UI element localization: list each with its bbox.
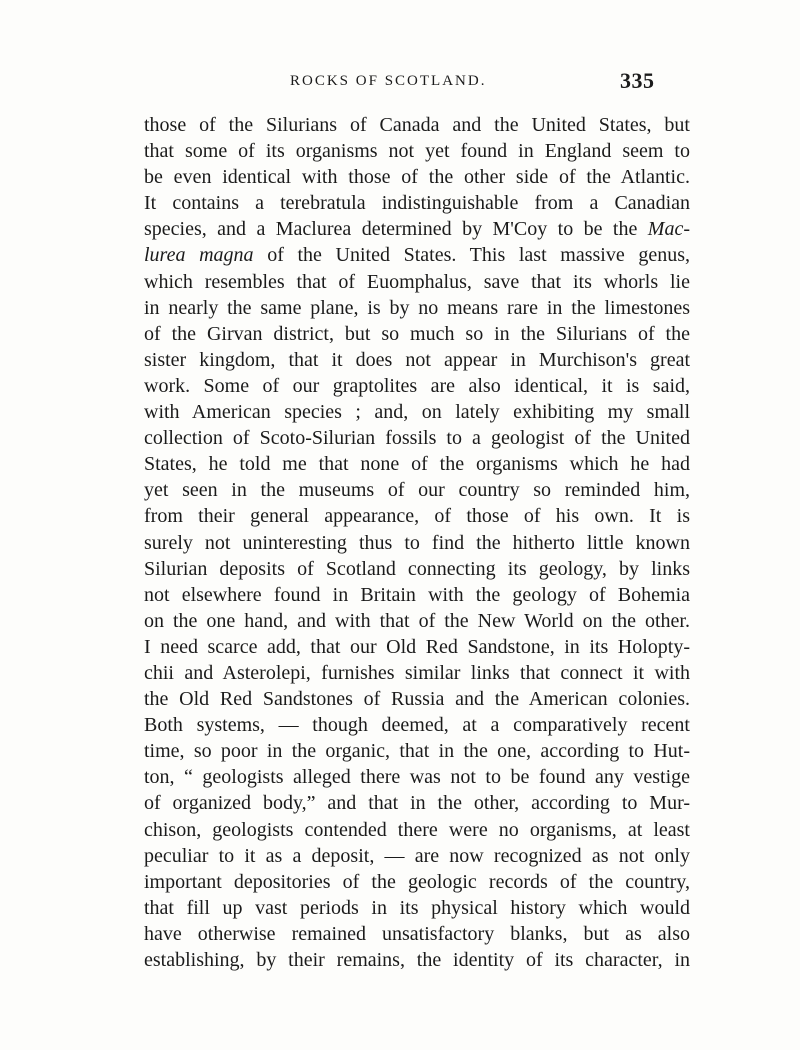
- text-line: species, and a Maclurea determined by M'Coy to be the Mac-: [144, 218, 690, 241]
- text-line: yet seen in the museums of our country so reminded him,: [144, 479, 690, 502]
- text-line: I need scarce add, that our Old Red Sandstone, in its Holopty-: [144, 635, 690, 658]
- text-line: sister kingdom, that it does not appear in Murchison's great: [144, 348, 690, 371]
- text-line: collection of Scoto-Silurian fossils to a geologist of the United: [144, 427, 690, 450]
- text-line: in nearly the same plane, is by no means rare in the limestones: [144, 296, 690, 319]
- text-line: peculiar to it as a deposit, — are now recognized as not only: [144, 844, 690, 867]
- text-line: work. Some of our graptolites are also identical, it is said,: [144, 374, 690, 397]
- text-line: It contains a terebratula indistinguishable from a Canadian: [144, 192, 690, 215]
- text-line: Both systems, — though deemed, at a comparatively recent: [144, 714, 690, 737]
- text-line: that fill up vast periods in its physical history which would: [144, 896, 690, 919]
- text-line: not elsewhere found in Britain with the geology of Bohemia: [144, 583, 690, 606]
- text-line: have otherwise remained unsatisfactory blanks, but as also: [144, 922, 690, 945]
- page-number: 335: [620, 68, 655, 93]
- text-line: of organized body,” and that in the other, according to Mur-: [144, 792, 690, 815]
- text-line: States, he told me that none of the organisms which he had: [144, 453, 690, 476]
- text-line: with American species ; and, on lately exhibiting my small: [144, 401, 690, 424]
- running-head-title: ROCKS OF SCOTLAND.: [290, 73, 487, 89]
- text-line: of the Girvan district, but so much so in the Silurians of the: [144, 322, 690, 345]
- text-line: time, so poor in the organic, that in the one, according to Hut-: [144, 740, 690, 763]
- species-name: lurea magna: [144, 244, 254, 267]
- text-line: those of the Silurians of Canada and the United States, but: [144, 114, 690, 136]
- text-line: the Old Red Sandstones of Russia and the American colonies.: [144, 688, 690, 711]
- running-head: [0, 68, 800, 98]
- body-text: [144, 112, 690, 973]
- text-line: chison, geologists contended there were no organisms, at least: [144, 818, 690, 841]
- text-line: important depositories of the geologic records of the country,: [144, 870, 690, 893]
- text-line: chii and Asterolepi, furnishes similar links that connect it with: [144, 661, 690, 684]
- text-line: surely not uninteresting thus to find the hitherto little known: [144, 531, 690, 554]
- text-line: establishing, by their remains, the identity of its character, in: [144, 949, 690, 971]
- text-line: on the one hand, and with that of the New World on the other.: [144, 609, 690, 632]
- text-line: which resembles that of Euomphalus, save that its whorls lie: [144, 270, 690, 293]
- text-line: Silurian deposits of Scotland connecting its geology, by links: [144, 557, 690, 580]
- text-line: from their general appearance, of those of his own. It is: [144, 505, 690, 528]
- text-line: that some of its organisms not yet found in England seem to: [144, 140, 690, 163]
- species-name: Mac-: [647, 218, 690, 241]
- text-line: lurea magna of the United States. This last massive genus,: [144, 244, 690, 267]
- text-line: ton, “ geologists alleged there was not to be found any vestige: [144, 766, 690, 789]
- text-line: be even identical with those of the other side of the Atlantic.: [144, 166, 690, 189]
